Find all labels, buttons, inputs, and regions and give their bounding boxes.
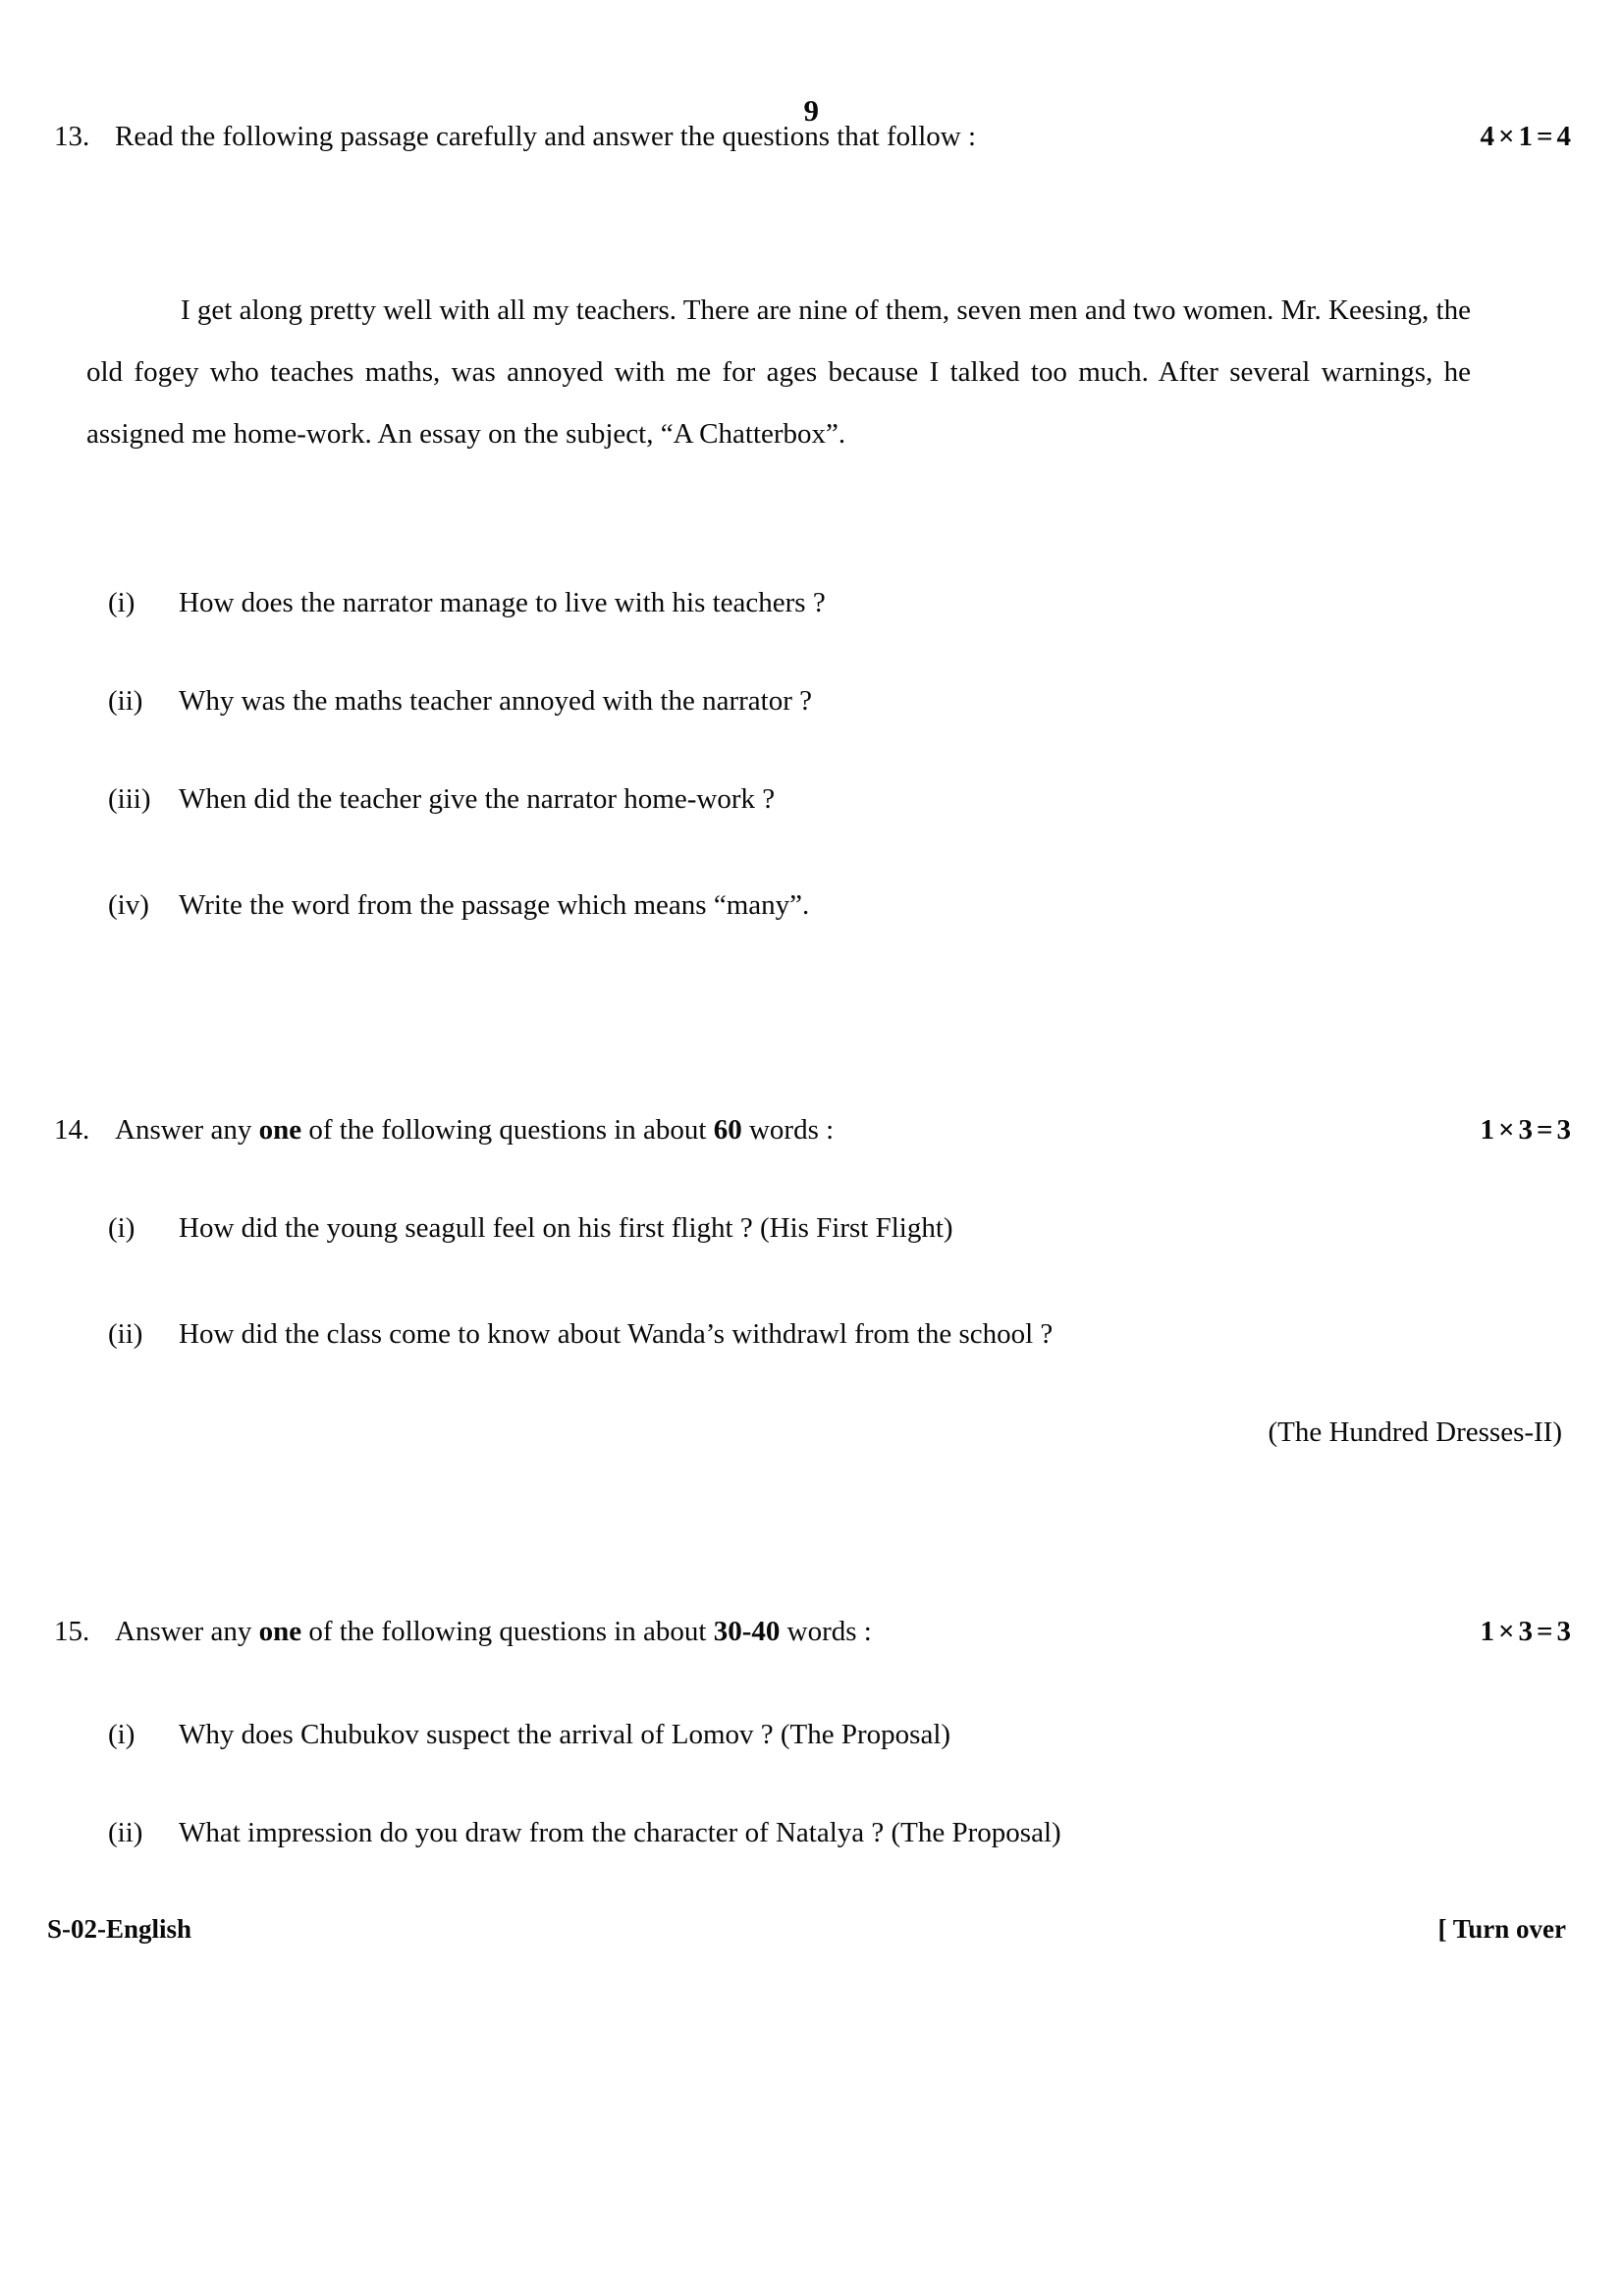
question-15-marks: [1424, 1613, 1571, 1651]
sub-label: (ii): [108, 685, 143, 717]
question-14-marks: [1424, 1111, 1571, 1149]
stem-emphasis-one: one: [258, 1114, 302, 1146]
multiply-icon: ×: [1497, 1616, 1515, 1647]
sub-label: (iii): [108, 783, 151, 815]
marks-left: 4: [1480, 121, 1494, 152]
marks-total: 4: [1556, 121, 1571, 152]
marks-total: 3: [1556, 1114, 1571, 1146]
question-13-sub-iii: [108, 780, 1551, 819]
stem-part-b: of the following questions in about: [301, 1114, 714, 1146]
paper-code-footer: S-02-English: [47, 1914, 192, 1944]
sub-label: (ii): [108, 1817, 143, 1848]
turn-over-footer: [ Turn over: [1437, 1914, 1566, 1944]
sub-label: (ii): [108, 1318, 143, 1350]
question-13-marks: [1424, 118, 1571, 156]
sub-text: How did the young seagull feel on his first flight ? (His First Flight): [179, 1212, 953, 1244]
sub-text: What impression do you draw from the character of Natalya ? (The Proposal): [179, 1817, 1061, 1848]
marks-left: 1: [1480, 1616, 1494, 1647]
sub-label: (i): [108, 1719, 135, 1750]
reading-passage: I get along pretty well with all my teachers. There are nine of them, seven men and two women. Mr. Keesing, the old fogey who teaches maths, was annoyed with me for ages because I talked too much. After several warnings, he assigned me home-work. An essay on the subject, “A Chatterbox”.: [86, 294, 1471, 450]
question-15-header: [54, 1613, 1571, 1651]
equals-icon: =: [1536, 121, 1553, 152]
question-15-sub-ii: [108, 1814, 1551, 1852]
sub-label: (i): [108, 587, 135, 618]
stem-emphasis-wordcount: 60: [713, 1114, 742, 1146]
question-15-block: [54, 1613, 1571, 1651]
sub-text: Why was the maths teacher annoyed with the narrator ?: [179, 685, 812, 717]
marks-right: 3: [1518, 1114, 1533, 1146]
question-14-attribution: (The Hundred Dresses-II): [1268, 1416, 1562, 1448]
marks-total: 3: [1556, 1616, 1571, 1647]
equals-icon: =: [1536, 1616, 1553, 1647]
sub-text: How does the narrator manage to live with his teachers ?: [179, 587, 826, 618]
question-13-stem: Read the following passage carefully and answer the questions that follow :: [115, 121, 977, 152]
marks-right: 3: [1518, 1616, 1533, 1647]
stem-emphasis-wordcount: 30-40: [713, 1616, 781, 1647]
question-13-number: 13.: [54, 121, 90, 152]
question-14-sub-ii: [108, 1315, 1551, 1354]
question-13-sub-iv: [108, 886, 1551, 925]
stem-part-a: Answer any: [115, 1616, 259, 1647]
question-14-header: [54, 1111, 1571, 1149]
multiply-icon: ×: [1497, 121, 1515, 152]
question-13-sub-i: [108, 584, 1551, 622]
multiply-icon: ×: [1497, 1114, 1515, 1146]
question-14-stem: [115, 1111, 1424, 1149]
equals-icon: =: [1536, 1114, 1553, 1146]
question-13-block: [54, 118, 1571, 156]
stem-part-c: words :: [780, 1616, 872, 1647]
sub-text: Why does Chubukov suspect the arrival of Lomov ? (The Proposal): [179, 1719, 951, 1750]
stem-part-b: of the following questions in about: [301, 1616, 714, 1647]
stem-part-c: words :: [741, 1114, 835, 1146]
sub-label: (iv): [108, 889, 149, 921]
sub-text: Write the word from the passage which means “many”.: [179, 889, 810, 921]
stem-emphasis-one: one: [258, 1616, 302, 1647]
marks-left: 1: [1480, 1114, 1494, 1146]
sub-text: When did the teacher give the narrator home-work ?: [179, 783, 776, 815]
sub-text: How did the class come to know about Wanda’s withdrawl from the school ?: [179, 1318, 1054, 1350]
sub-label: (i): [108, 1212, 135, 1244]
question-14-number: 14.: [54, 1114, 90, 1146]
question-13-header: [54, 118, 1571, 156]
stem-part-a: Answer any: [115, 1114, 259, 1146]
question-13-sub-ii: [108, 682, 1551, 721]
question-15-stem: [115, 1613, 1424, 1651]
question-15-number: 15.: [54, 1616, 90, 1647]
question-14-sub-i: [108, 1209, 1551, 1248]
page-number: 9: [803, 93, 820, 128]
question-15-sub-i: [108, 1716, 1551, 1754]
question-14-block: [54, 1111, 1571, 1149]
marks-right: 1: [1518, 121, 1533, 152]
